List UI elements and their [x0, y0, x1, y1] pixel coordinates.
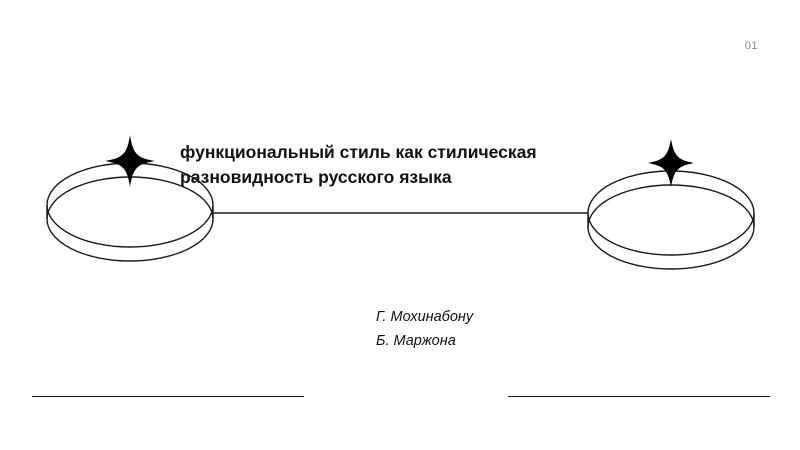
authors-list	[376, 306, 473, 354]
page-title: функциональный стиль как стилическая разновидность русского языка	[180, 142, 537, 188]
page-number: 01	[744, 40, 758, 52]
sparkle-icon-left	[105, 135, 155, 187]
sparkle-icon-right	[648, 139, 694, 187]
divider-right	[508, 396, 770, 397]
author-name: Г. Мохинабону	[376, 309, 474, 325]
author-name: Б. Маржона	[376, 332, 456, 349]
divider-left	[32, 396, 304, 397]
